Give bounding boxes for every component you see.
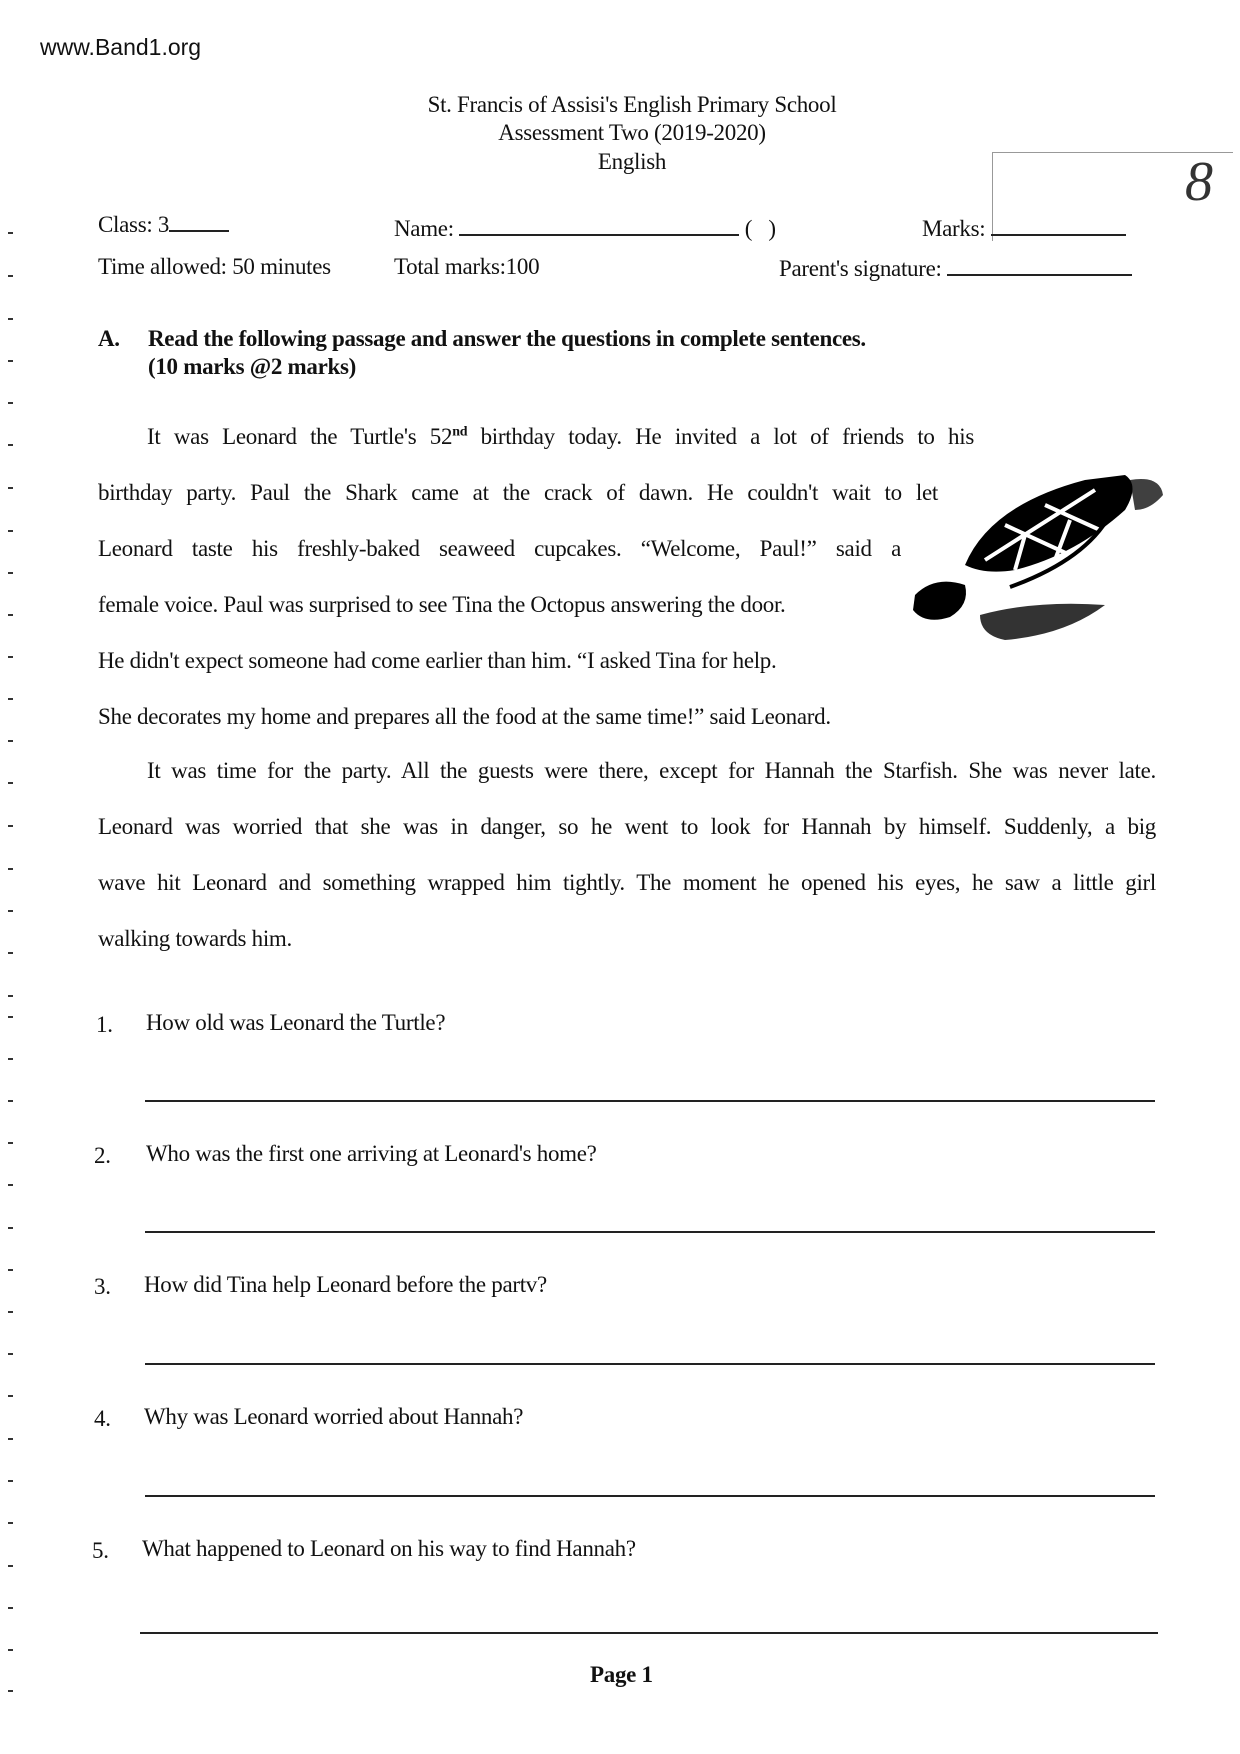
question-number: 1.: [96, 1012, 113, 1037]
answer-line-1[interactable]: [145, 1100, 1155, 1102]
question-text: Who was the first one arriving at Leonard's home?: [146, 1141, 597, 1166]
question-text: How did Tina help Leonard before the partv?: [144, 1272, 547, 1297]
section-letter: A.: [98, 326, 120, 351]
passage-line: Leonard was worried that she was in danger, so he went to look for Hannah by himself. Suddenly, a big: [98, 814, 1156, 839]
name-label: Name:: [394, 216, 454, 241]
question-text: What happened to Leonard on his way to find Hannah?: [142, 1536, 636, 1561]
passage-line: birthday party. Paul the Shark came at the crack of dawn. He couldn't wait to let: [98, 480, 938, 505]
marks-field: [922, 216, 1126, 242]
parent-signature-field[interactable]: [779, 256, 1132, 282]
passage-line: walking towards him.: [98, 926, 292, 951]
class-number: ( ): [744, 216, 776, 241]
subject: English: [597, 149, 667, 174]
passage-line: She decorates my home and prepares all the food at the same time!” said Leonard.: [98, 704, 831, 729]
school-name: St. Francis of Assisi's English Primary School: [427, 92, 837, 117]
question-number: 3.: [94, 1274, 111, 1299]
watermark: www.Band1.org: [40, 34, 202, 60]
answer-line-2[interactable]: [145, 1231, 1155, 1233]
answer-line-5[interactable]: [140, 1632, 1158, 1634]
handwritten-score: 8: [1185, 151, 1213, 213]
question-number: 2.: [94, 1143, 111, 1168]
passage-line: female voice. Paul was surprised to see Tina the Octopus answering the door.: [98, 592, 786, 617]
name-field[interactable]: [394, 216, 776, 242]
question-number: 5.: [92, 1538, 109, 1563]
passage-line: It was Leonard the Turtle's 52nd birthday today. He invited a lot of friends to his: [147, 424, 974, 449]
passage-line: Leonard taste his freshly-baked seaweed cupcakes. “Welcome, Paul!” said a: [98, 536, 901, 561]
passage-line: It was time for the party. All the guests were there, except for Hannah the Starfish. She was never late.: [147, 758, 1156, 783]
marks-label: Marks:: [922, 216, 986, 241]
class-label: Class: 3: [98, 212, 170, 237]
question-number: 4.: [94, 1406, 111, 1431]
passage-line: He didn't expect someone had come earlier than him. “I asked Tina for help.: [98, 648, 777, 673]
assessment-title: Assessment Two (2019-2020): [498, 120, 766, 145]
time-allowed: Time allowed: 50 minutes: [98, 254, 331, 279]
signature-label: Parent's signature:: [779, 256, 942, 281]
question-text: Why was Leonard worried about Hannah?: [144, 1404, 524, 1429]
question-text: How old was Leonard the Turtle?: [146, 1010, 446, 1035]
total-marks: Total marks:100: [394, 254, 540, 279]
turtle-illustration: [895, 465, 1175, 655]
class-field[interactable]: [98, 212, 229, 238]
section-marks: (10 marks @2 marks): [148, 354, 356, 379]
section-instruction: Read the following passage and answer the questions in complete sentences.: [148, 326, 866, 351]
page-number: Page 1: [590, 1662, 653, 1687]
passage-line: wave hit Leonard and something wrapped him tightly. The moment he opened his eyes, he saw a little girl: [98, 870, 1156, 895]
answer-line-3[interactable]: [145, 1363, 1155, 1365]
answer-line-4[interactable]: [145, 1495, 1155, 1497]
